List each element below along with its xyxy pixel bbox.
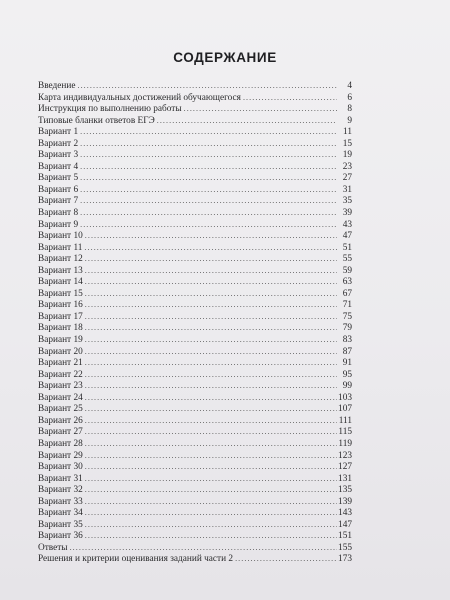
dot-leader [85,276,337,288]
toc-entry-page-number: 19 [342,150,352,161]
toc-entry-page-number: 131 [338,473,352,484]
toc-entry-page-number: 51 [342,242,352,253]
toc-entry-label: Типовые бланки ответов ЕГЭ [38,115,155,126]
toc-entry-page-number: 127 [338,462,352,473]
toc-entry [38,530,352,542]
toc-entry-page-number: 59 [342,265,352,276]
toc-entry [38,92,352,104]
toc-entry [38,242,352,254]
toc-entry-label: Вариант 17 [38,311,83,322]
dot-leader [80,207,337,219]
toc-entry [38,392,352,404]
toc-entry-label: Вариант 16 [38,300,83,311]
toc-entry-label: Решения и критерии оценивания заданий части 2 [38,554,234,565]
toc-entry-page-number: 107 [338,404,352,415]
toc-entry-label: Вариант 6 [38,184,79,195]
toc-entry [38,346,352,358]
toc-entry [38,334,352,346]
dot-leader [80,138,337,150]
dot-leader [235,553,337,565]
toc-entry [38,311,352,323]
dot-leader [184,103,337,115]
toc-entry-label: Вариант 19 [38,335,83,346]
dot-leader [85,415,337,427]
toc-entry [38,450,352,462]
toc-entry-page-number: 8 [347,104,352,115]
toc-entry-label: Вариант 36 [38,531,83,542]
toc-entry-label: Вариант 12 [38,254,83,265]
toc-entry-label: Вариант 28 [38,438,83,449]
dot-leader [85,473,337,485]
toc-entry-page-number: 155 [338,542,352,553]
dot-leader [85,426,337,438]
toc-entry [38,115,352,127]
toc-entry-label: Вариант 32 [38,485,83,496]
toc-entry-label: Вариант 10 [38,231,83,242]
toc-entry-label: Вариант 15 [38,288,83,299]
toc-entry [38,496,352,508]
toc-entry [38,207,352,219]
toc-entry-page-number: 135 [338,485,352,496]
dot-leader [80,172,337,184]
toc-entry-page-number: 173 [338,554,352,565]
toc-entry [38,219,352,231]
toc-entry-label: Вариант 11 [38,242,83,253]
toc-entry [38,149,352,161]
toc-entry-page-number: 47 [342,231,352,242]
toc-entry [38,484,352,496]
toc-entry-label: Вариант 4 [38,161,79,172]
toc-entry-page-number: 119 [338,438,352,449]
dot-leader [85,484,337,496]
toc-entry [38,357,352,369]
toc-entry [38,322,352,334]
dot-leader [85,334,337,346]
dot-leader [85,403,337,415]
toc-entry [38,507,352,519]
page-title: СОДЕРЖАНИЕ [173,50,277,65]
toc-entry-page-number: 27 [342,173,352,184]
toc-entry-page-number: 4 [347,81,352,91]
toc-entry-label: Вариант 31 [38,473,83,484]
toc-entry-label: Вариант 26 [38,415,83,426]
toc-entry [38,253,352,265]
toc-entry-page-number: 43 [342,219,352,230]
toc-entry-page-number: 151 [338,531,352,542]
toc-entry-label: Вариант 18 [38,323,83,334]
dot-leader [80,126,337,138]
toc-entry [38,276,352,288]
toc-entry-label: Вариант 21 [38,358,83,369]
dot-leader [85,357,337,369]
toc-entry-page-number: 123 [338,450,352,461]
toc-entry-page-number: 143 [338,508,352,519]
toc-entry [38,103,352,115]
toc-entry [38,126,352,138]
dot-leader [85,507,337,519]
toc-entry [38,369,352,381]
toc-entry-label: Вариант 2 [38,138,79,149]
toc-entry-page-number: 139 [338,496,352,507]
toc-entry-page-number: 79 [342,323,352,334]
toc-entry-page-number: 67 [342,288,352,299]
toc-entry [38,138,352,150]
toc-entry-page-number: 99 [342,381,352,392]
dot-leader [85,299,337,311]
toc-entry [38,230,352,242]
toc-entry [38,380,352,392]
toc-entry-page-number: 6 [347,92,352,103]
toc-entry-label: Карта индивидуальных достижений обучающегося [38,92,241,103]
toc-entry-label: Вариант 27 [38,427,83,438]
dot-leader [85,322,337,334]
dot-leader [80,161,337,173]
dot-leader [85,438,337,450]
toc-entry-page-number: 111 [338,415,352,426]
dot-leader [85,380,337,392]
toc-entry-page-number: 35 [342,196,352,207]
toc-entry-label: Инструкция по выполнению работы [38,104,182,115]
table-of-contents [38,80,352,565]
dot-leader [243,92,337,104]
toc-entry-page-number: 103 [338,392,352,403]
toc-entry [38,288,352,300]
toc-entry-label: Вариант 7 [38,196,79,207]
toc-entry [38,473,352,485]
toc-entry [38,542,352,554]
dot-leader [77,80,337,92]
toc-entry [38,161,352,173]
toc-entry [38,184,352,196]
toc-entry [38,403,352,415]
toc-entry-label: Вариант 30 [38,462,83,473]
toc-entry-page-number: 87 [342,346,352,357]
toc-entry-label: Вариант 8 [38,208,79,219]
toc-entry-page-number: 83 [342,335,352,346]
toc-entry-page-number: 147 [338,519,352,530]
dot-leader [85,392,337,404]
toc-entry-page-number: 23 [342,161,352,172]
toc-entry-label: Вариант 23 [38,381,83,392]
dot-leader [85,265,337,277]
toc-entry-label: Введение [38,81,76,91]
toc-entry-label: Вариант 1 [38,127,79,138]
toc-entry-label: Вариант 33 [38,496,83,507]
dot-leader [80,149,337,161]
dot-leader [85,346,337,358]
dot-leader [80,219,337,231]
toc-entry-page-number: 95 [342,369,352,380]
toc-entry-label: Вариант 3 [38,150,79,161]
toc-entry [38,415,352,427]
dot-leader [80,195,337,207]
dot-leader [70,542,337,554]
toc-entry-page-number: 31 [342,184,352,195]
toc-entry-label: Вариант 20 [38,346,83,357]
toc-entry-label: Вариант 14 [38,277,83,288]
toc-entry-label: Вариант 25 [38,404,83,415]
toc-entry [38,438,352,450]
dot-leader [85,496,337,508]
dot-leader [85,519,337,531]
toc-entry-page-number: 71 [342,300,352,311]
toc-entry [38,299,352,311]
dot-leader [85,288,337,300]
dot-leader [85,461,337,473]
toc-entry-page-number: 75 [342,311,352,322]
dot-leader [85,253,337,265]
toc-entry-label: Вариант 9 [38,219,79,230]
toc-entry [38,195,352,207]
toc-entry [38,172,352,184]
toc-entry-page-number: 39 [342,208,352,219]
toc-entry-label: Ответы [38,542,68,553]
toc-entry [38,553,352,565]
toc-entry-page-number: 15 [342,138,352,149]
toc-entry-page-number: 11 [343,127,352,138]
toc-entry-page-number: 115 [338,427,352,438]
toc-entry [38,461,352,473]
toc-entry-label: Вариант 13 [38,265,83,276]
dot-leader [85,230,337,242]
toc-entry [38,519,352,531]
toc-entry-label: Вариант 34 [38,508,83,519]
dot-leader [85,369,337,381]
dot-leader [85,311,337,323]
dot-leader [85,450,337,462]
toc-entry-page-number: 91 [342,358,352,369]
dot-leader [157,115,337,127]
dot-leader [85,530,337,542]
toc-entry [38,80,352,92]
toc-entry-label: Вариант 24 [38,392,83,403]
toc-entry-label: Вариант 35 [38,519,83,530]
toc-entry [38,265,352,277]
toc-entry [38,426,352,438]
toc-entry-page-number: 55 [342,254,352,265]
dot-leader [80,184,337,196]
toc-entry-label: Вариант 22 [38,369,83,380]
toc-entry-label: Вариант 5 [38,173,79,184]
toc-entry-page-number: 9 [347,115,352,126]
dot-leader [84,242,337,254]
toc-entry-page-number: 63 [342,277,352,288]
toc-entry-label: Вариант 29 [38,450,83,461]
